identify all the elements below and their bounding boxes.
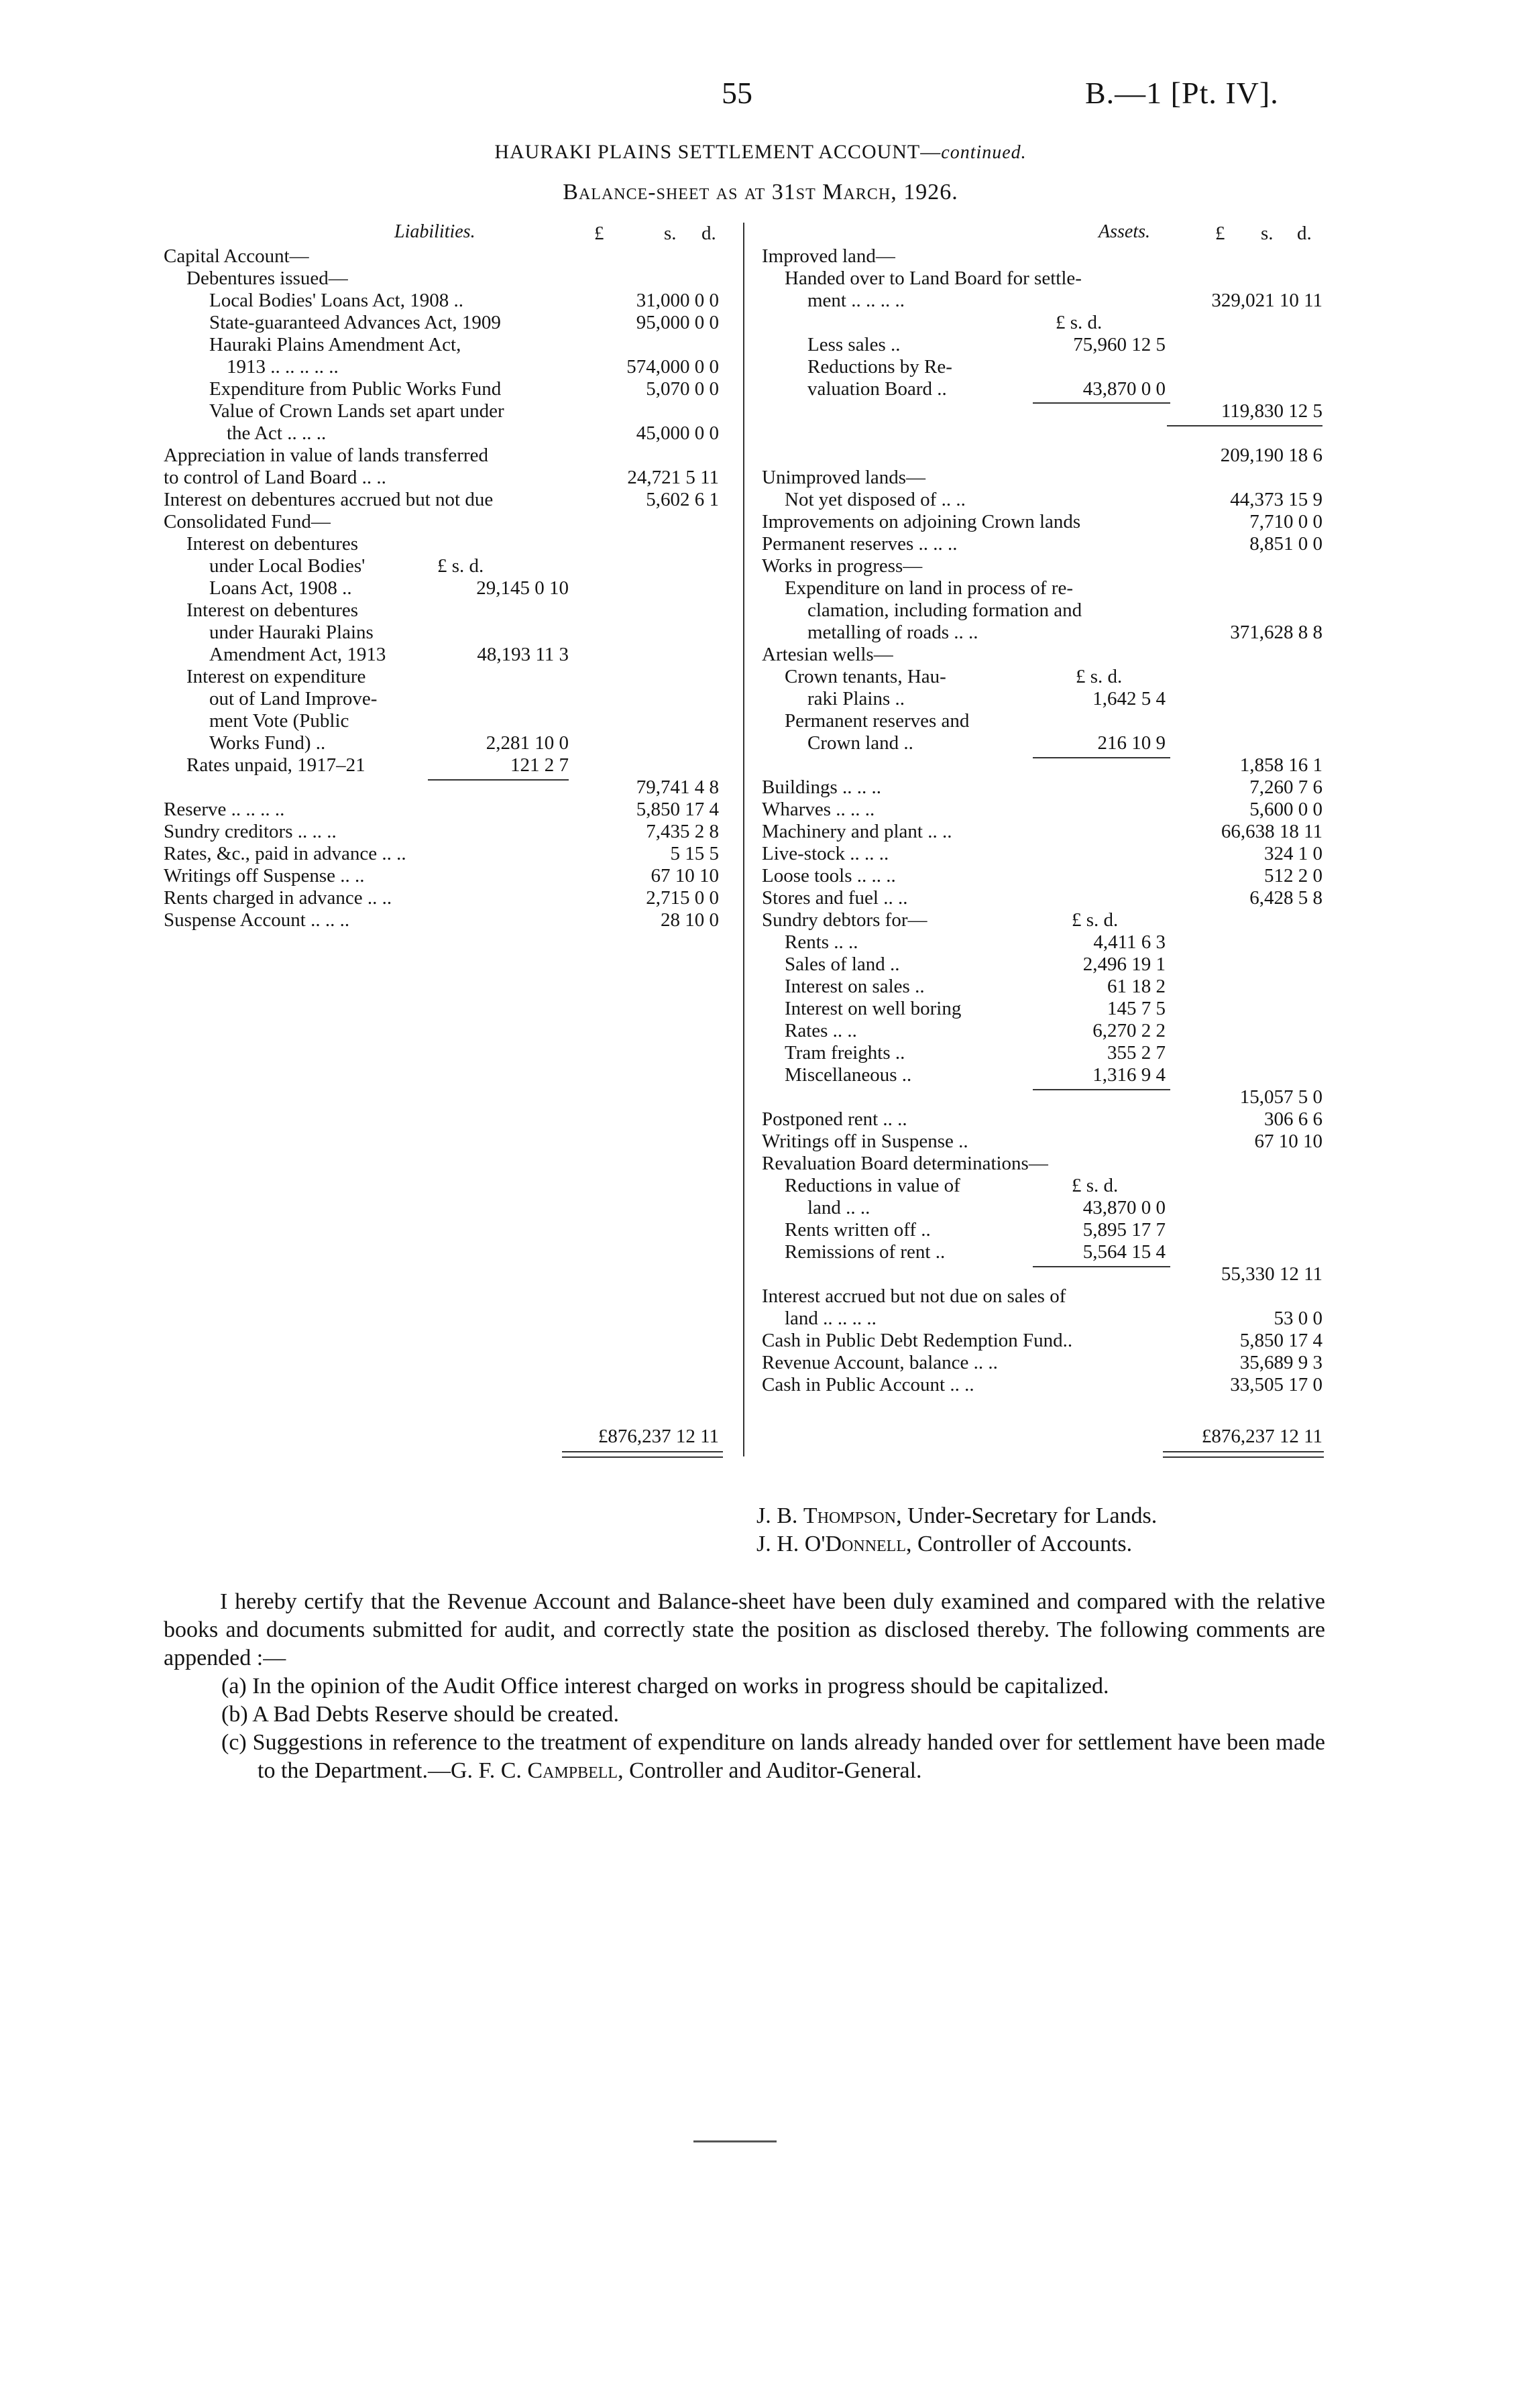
assets-inner-head: £ s. d. bbox=[1072, 909, 1119, 931]
asset-subtotal-rule bbox=[1033, 402, 1170, 404]
asset-amount: 67 10 10 bbox=[1254, 1131, 1322, 1152]
liability-line: Reserve .. .. .. .. bbox=[164, 799, 285, 820]
title-main: HAURAKI PLAINS SETTLEMENT ACCOUNT— bbox=[494, 141, 942, 163]
asset-line: Remissions of rent .. bbox=[785, 1241, 946, 1263]
liability-amount: 24,721 5 11 bbox=[627, 467, 719, 488]
liability-amount: 5,602 6 1 bbox=[646, 489, 719, 510]
liability-amount: 5,070 0 0 bbox=[646, 378, 719, 400]
liability-line: Works Fund) .. bbox=[209, 732, 326, 754]
asset-amount: 209,190 18 6 bbox=[1220, 445, 1322, 466]
liability-line: Suspense Account .. .. .. bbox=[164, 909, 350, 931]
liability-line: Rents charged in advance .. .. bbox=[164, 887, 392, 909]
document-reference: B.—1 [Pt. IV]. bbox=[1085, 76, 1279, 110]
signatory-title: , Under-Secretary for Lands. bbox=[896, 1503, 1158, 1528]
asset-line: Miscellaneous .. bbox=[785, 1064, 912, 1086]
assets-inner-head: £ s. d. bbox=[1072, 1175, 1119, 1196]
asset-line: Crown tenants, Hau- bbox=[785, 666, 946, 687]
asset-line: Unimproved lands— bbox=[762, 467, 926, 488]
liabilities-total-rule bbox=[562, 1451, 723, 1452]
asset-line: Buildings .. .. .. bbox=[762, 777, 882, 798]
audit-comment-b: (b) A Bad Debts Reserve should be created. bbox=[221, 1702, 619, 1727]
liability-amount: 7,435 2 8 bbox=[646, 821, 719, 842]
asset-line: Interest accrued but not due on sales of bbox=[762, 1285, 1066, 1307]
liabilities-total: £876,237 12 11 bbox=[598, 1426, 719, 1447]
asset-amount: 119,830 12 5 bbox=[1221, 400, 1322, 422]
liability-amount: 67 10 10 bbox=[651, 865, 719, 886]
audit-certificate-intro: I hereby certify that the Revenue Account and Balance-sheet have been duly examined and compared with the relative books and documents submitted for audit, and correctly state the position as disclosed thereby. The following comments are appended :— bbox=[164, 1589, 1325, 1670]
asset-amount: 35,689 9 3 bbox=[1239, 1352, 1322, 1373]
asset-line: Permanent reserves .. .. .. bbox=[762, 533, 958, 555]
asset-inner-amount: 1,642 5 4 bbox=[1092, 688, 1166, 709]
asset-line: Artesian wells— bbox=[762, 644, 893, 665]
asset-inner-amount: 43,870 0 0 bbox=[1082, 1197, 1166, 1218]
asset-line: Wharves .. .. .. bbox=[762, 799, 875, 820]
balance-sheet-subtitle: Balance-sheet as at 31st March, 1926. bbox=[563, 180, 958, 205]
asset-amount: 7,710 0 0 bbox=[1249, 511, 1322, 532]
page-number: 55 bbox=[722, 76, 752, 110]
asset-inner-amount: 4,411 6 3 bbox=[1093, 931, 1166, 953]
liability-amount: 2,715 0 0 bbox=[646, 887, 719, 909]
asset-line: ment .. .. .. .. bbox=[807, 290, 905, 311]
asset-inner-amount: 5,895 17 7 bbox=[1082, 1219, 1166, 1241]
signature-controller bbox=[756, 1530, 1132, 1558]
asset-line: Rents .. .. bbox=[785, 931, 858, 953]
asset-line: Sundry debtors for— bbox=[762, 909, 927, 931]
asset-line: Cash in Public Account .. .. bbox=[762, 1374, 974, 1395]
liability-line: Sundry creditors .. .. .. bbox=[164, 821, 337, 842]
liability-line: Debentures issued— bbox=[186, 268, 348, 289]
liability-amount: 28 10 0 bbox=[661, 909, 719, 931]
asset-inner-amount: 6,270 2 2 bbox=[1092, 1020, 1166, 1041]
asset-line: Reductions in value of bbox=[785, 1175, 960, 1196]
liability-line: Interest on debentures bbox=[186, 533, 359, 555]
asset-inner-amount: 61 18 2 bbox=[1107, 976, 1166, 997]
liability-line: Expenditure from Public Works Fund bbox=[209, 378, 502, 400]
assets-inner-head: £ s. d. bbox=[1076, 666, 1123, 687]
asset-inner-amount: 43,870 0 0 bbox=[1082, 378, 1166, 400]
liability-line: Writings off Suspense .. .. bbox=[164, 865, 365, 886]
asset-amount: 44,373 15 9 bbox=[1230, 489, 1322, 510]
assets-total-rule bbox=[1163, 1451, 1324, 1452]
page-title bbox=[0, 141, 1521, 164]
asset-line: Handed over to Land Board for settle- bbox=[785, 268, 1082, 289]
liabilities-total-rule bbox=[562, 1456, 723, 1458]
asset-amount: 8,851 0 0 bbox=[1249, 533, 1322, 555]
liability-line: to control of Land Board .. .. bbox=[164, 467, 386, 488]
audit-comment-c bbox=[221, 1729, 1325, 1785]
liability-amount: 79,741 4 8 bbox=[636, 777, 719, 798]
asset-inner-amount: 145 7 5 bbox=[1107, 998, 1166, 1019]
title-continued: continued. bbox=[941, 142, 1027, 163]
liability-line: Interest on expenditure bbox=[186, 666, 366, 687]
asset-subtotal-rule bbox=[1033, 1089, 1170, 1090]
asset-line: Less sales .. bbox=[807, 334, 901, 355]
liability-inner-amount: 48,193 11 3 bbox=[477, 644, 569, 665]
asset-line: Revaluation Board determinations— bbox=[762, 1153, 1048, 1174]
asset-line: Permanent reserves and bbox=[785, 710, 970, 732]
liability-line: under Local Bodies' bbox=[209, 555, 365, 577]
asset-line: Loose tools .. .. .. bbox=[762, 865, 896, 886]
liability-line: Consolidated Fund— bbox=[164, 511, 331, 532]
signature-under-secretary bbox=[756, 1502, 1157, 1530]
asset-subtotal-rule bbox=[1033, 1266, 1170, 1267]
asset-amount: 371,628 8 8 bbox=[1230, 622, 1322, 643]
liabilities-shillings-col: s. bbox=[664, 223, 677, 244]
signatory-initials: J. H. bbox=[756, 1532, 799, 1556]
asset-sum-rule bbox=[1167, 425, 1322, 426]
assets-pounds-col: £ bbox=[1215, 223, 1225, 244]
liability-line: State-guaranteed Advances Act, 1909 bbox=[209, 312, 501, 333]
liability-line: Rates unpaid, 1917–21 bbox=[186, 754, 365, 776]
asset-line: Stores and fuel .. .. bbox=[762, 887, 908, 909]
asset-line: raki Plains .. bbox=[807, 688, 905, 709]
asset-line: Interest on sales .. bbox=[785, 976, 925, 997]
asset-line: Crown land .. bbox=[807, 732, 913, 754]
asset-amount: 5,850 17 4 bbox=[1239, 1330, 1322, 1351]
assets-total-rule bbox=[1163, 1456, 1324, 1458]
liabilities-inner-head: £ s. d. bbox=[437, 555, 484, 577]
asset-amount: 512 2 0 bbox=[1264, 865, 1322, 886]
liability-amount: 45,000 0 0 bbox=[636, 422, 719, 444]
liability-amount: 5,850 17 4 bbox=[636, 799, 719, 820]
asset-line: Revenue Account, balance .. .. bbox=[762, 1352, 998, 1373]
liability-inner-amount: 29,145 0 10 bbox=[476, 577, 569, 599]
asset-amount: 66,638 18 11 bbox=[1221, 821, 1322, 842]
asset-line: Tram freights .. bbox=[785, 1042, 905, 1064]
asset-line: clamation, including formation and bbox=[807, 599, 1082, 621]
liability-amount: 5 15 5 bbox=[670, 843, 719, 864]
asset-inner-amount: 2,496 19 1 bbox=[1082, 954, 1166, 975]
liability-line: Rates, &c., paid in advance .. .. bbox=[164, 843, 406, 864]
signatory-initials: J. B. bbox=[756, 1503, 798, 1528]
signatory-title: , Controller of Accounts. bbox=[906, 1532, 1133, 1556]
liability-line: Interest on debentures bbox=[186, 599, 359, 621]
liability-line: the Act .. .. .. bbox=[227, 422, 327, 444]
liability-amount: 574,000 0 0 bbox=[626, 356, 719, 378]
asset-amount: 324 1 0 bbox=[1264, 843, 1322, 864]
asset-inner-amount: 75,960 12 5 bbox=[1073, 334, 1166, 355]
asset-line: Sales of land .. bbox=[785, 954, 900, 975]
asset-line: Machinery and plant .. .. bbox=[762, 821, 952, 842]
asset-line: Writings off in Suspense .. bbox=[762, 1131, 968, 1152]
asset-amount: 329,021 10 11 bbox=[1211, 290, 1322, 311]
liability-line: Capital Account— bbox=[164, 245, 309, 267]
auditor-name: Campbell bbox=[527, 1758, 618, 1783]
asset-line: land .. .. bbox=[807, 1197, 870, 1218]
liability-amount: 31,000 0 0 bbox=[636, 290, 719, 311]
asset-inner-amount: 5,564 15 4 bbox=[1082, 1241, 1166, 1263]
asset-line: valuation Board .. bbox=[807, 378, 947, 400]
asset-inner-amount: 355 2 7 bbox=[1107, 1042, 1166, 1064]
asset-line: Reductions by Re- bbox=[807, 356, 952, 378]
signatory-name: O'Donnell bbox=[804, 1532, 907, 1556]
asset-line: land .. .. .. .. bbox=[785, 1308, 877, 1329]
asset-inner-amount: 216 10 9 bbox=[1097, 732, 1166, 754]
signatory-name: Thompson bbox=[803, 1503, 897, 1528]
asset-inner-amount: 1,316 9 4 bbox=[1092, 1064, 1166, 1086]
asset-line: Live-stock .. .. .. bbox=[762, 843, 889, 864]
asset-amount: 306 6 6 bbox=[1264, 1108, 1322, 1130]
assets-pence-col: d. bbox=[1297, 223, 1312, 244]
assets-shillings-col: s. bbox=[1261, 223, 1274, 244]
liability-subtotal-rule bbox=[428, 779, 569, 781]
auditor-title: , Controller and Auditor-General. bbox=[618, 1758, 922, 1783]
asset-line: Works in progress— bbox=[762, 555, 923, 577]
asset-amount: 7,260 7 6 bbox=[1249, 777, 1322, 798]
assets-heading: Assets. bbox=[1098, 221, 1150, 242]
asset-amount: 6,428 5 8 bbox=[1249, 887, 1322, 909]
asset-line: Rates .. .. bbox=[785, 1020, 857, 1041]
liability-inner-amount: 121 2 7 bbox=[510, 754, 569, 776]
liability-line: Amendment Act, 1913 bbox=[209, 644, 386, 665]
liability-line: Appreciation in value of lands transferred bbox=[164, 445, 488, 466]
liability-line: Interest on debentures accrued but not due bbox=[164, 489, 494, 510]
assets-inner-head: £ s. d. bbox=[1056, 312, 1103, 333]
assets-total: £876,237 12 11 bbox=[1201, 1426, 1322, 1447]
asset-amount: 55,330 12 11 bbox=[1221, 1263, 1322, 1285]
asset-amount: 33,505 17 0 bbox=[1230, 1374, 1322, 1395]
liability-line: Hauraki Plains Amendment Act, bbox=[209, 334, 461, 355]
asset-line: metalling of roads .. .. bbox=[807, 622, 978, 643]
asset-line: Expenditure on land in process of re- bbox=[785, 577, 1074, 599]
liability-line: under Hauraki Plains bbox=[209, 622, 374, 643]
liability-line: 1913 .. .. .. .. .. bbox=[227, 356, 339, 378]
asset-line: Improvements on adjoining Crown lands bbox=[762, 511, 1081, 532]
liabilities-pounds-col: £ bbox=[594, 223, 604, 244]
asset-line: Improved land— bbox=[762, 245, 895, 267]
column-divider bbox=[743, 223, 744, 1456]
asset-amount: 5,600 0 0 bbox=[1249, 799, 1322, 820]
liability-line: Loans Act, 1908 .. bbox=[209, 577, 352, 599]
liability-line: Value of Crown Lands set apart under bbox=[209, 400, 504, 422]
asset-line: Not yet disposed of .. .. bbox=[785, 489, 966, 510]
liability-line: Local Bodies' Loans Act, 1908 .. bbox=[209, 290, 463, 311]
asset-amount: 15,057 5 0 bbox=[1239, 1086, 1322, 1108]
liabilities-heading: Liabilities. bbox=[394, 221, 475, 242]
liability-line: ment Vote (Public bbox=[209, 710, 349, 732]
asset-amount: 1,858 16 1 bbox=[1239, 754, 1322, 776]
liabilities-pence-col: d. bbox=[701, 223, 716, 244]
asset-line: Interest on well boring bbox=[785, 998, 962, 1019]
audit-comment-c-text: (c) Suggestions in reference to the treatment of expenditure on lands already handed over for settlement have been made to the Department.—G. F. C. bbox=[221, 1730, 1325, 1783]
asset-line: Postponed rent .. .. bbox=[762, 1108, 907, 1130]
liability-line: out of Land Improve- bbox=[209, 688, 378, 709]
liability-inner-amount: 2,281 10 0 bbox=[486, 732, 569, 754]
asset-line: Cash in Public Debt Redemption Fund.. bbox=[762, 1330, 1073, 1351]
asset-amount: 53 0 0 bbox=[1274, 1308, 1322, 1329]
audit-comment-a: (a) In the opinion of the Audit Office interest charged on works in progress should be capitalized. bbox=[221, 1674, 1109, 1699]
asset-subtotal-rule bbox=[1033, 757, 1170, 758]
closing-rule bbox=[693, 2140, 777, 2142]
asset-line: Rents written off .. bbox=[785, 1219, 931, 1241]
liability-amount: 95,000 0 0 bbox=[636, 312, 719, 333]
